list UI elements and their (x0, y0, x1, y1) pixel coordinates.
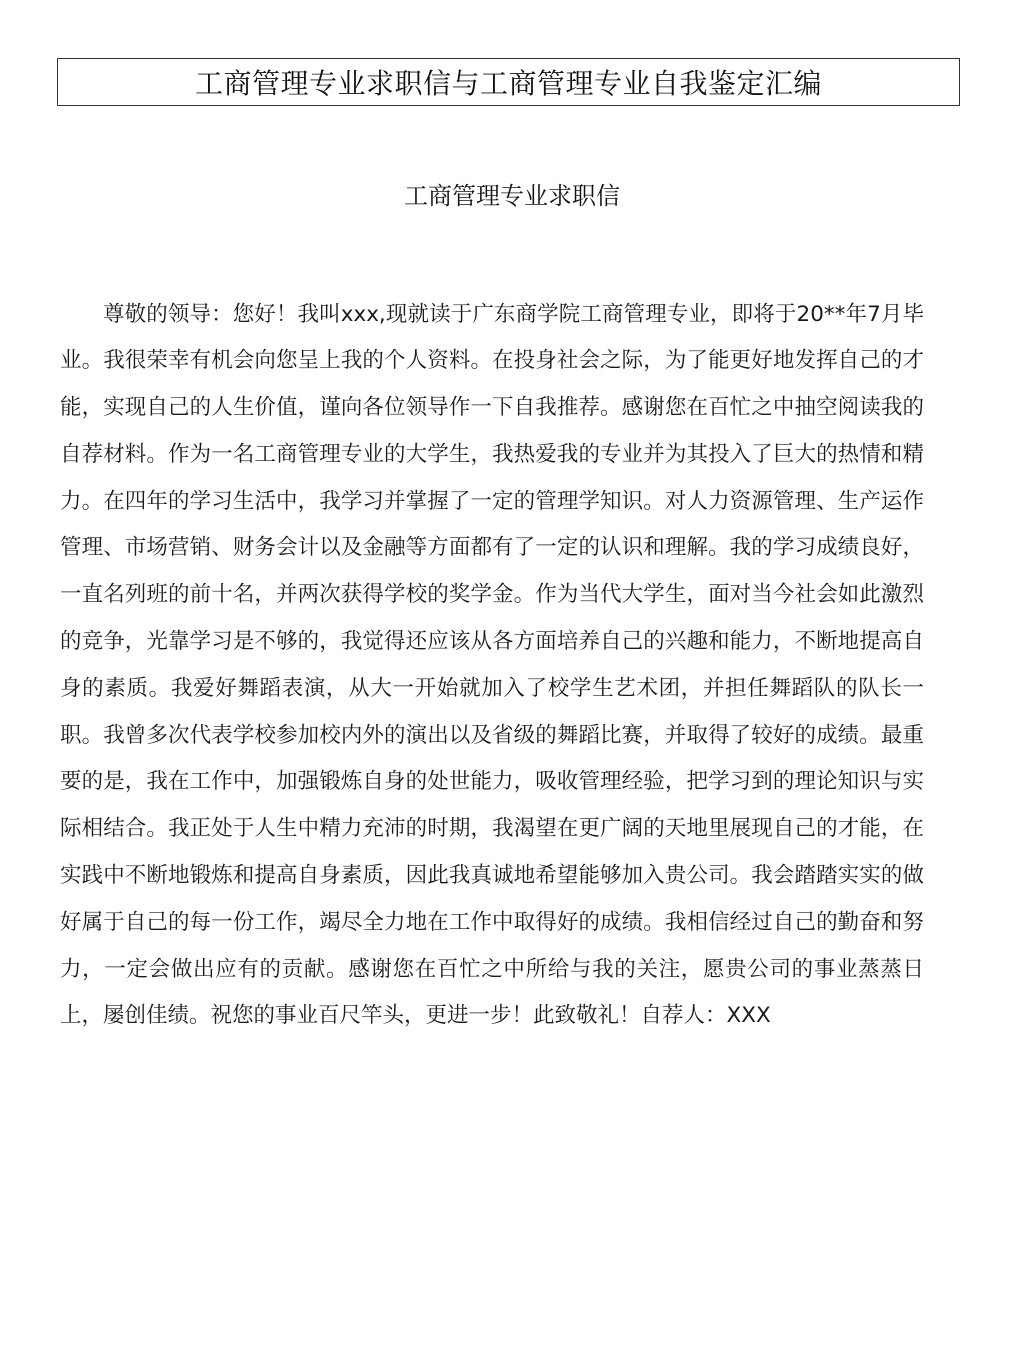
section-title: 工商管理专业求职信 (404, 182, 620, 210)
document-title-box (57, 58, 960, 106)
document-title: 工商管理专业求职信与工商管理专业自我鉴定汇编 (194, 67, 822, 100)
letter-body: 尊敬的领导：您好！我叫xxx,现就读于广东商学院工商管理专业，即将于20**年7月毕业。我很荣幸有机会向您呈上我的个人资料。在投身社会之际，为了能更好地发挥自己的才能，实现自己的人生价值，谨向各位领导作一下自我推荐。感谢您在百忙之中抽空阅读我的自荐材料。作为一名工商管理专业的大学生，我热爱我的专业并为其投入了巨大的热情和精力。在四年的学习生活中，我学习并掌握了一定的管理学知识。对人力资源管理、生产运作管理、市场营销、财务会计以及金融等方面都有了一定的认识和理解。我的学习成绩良好，一直名列班的前十名，并两次获得学校的奖学金。作为当代大学生，面对当今社会如此激烈的竞争，光靠学习是不够的，我觉得还应该从各方面培养自己的兴趣和能力，不断地提高自身的素质。我爱好舞蹈表演，从大一开始就加入了校学生艺术团，并担任舞蹈队的队长一职。我曾多次代表学校参加校内外的演出以及省级的舞蹈比赛，并取得了较好的成绩。最重要的是，我在工作中，加强锻炼自身的处世能力，吸收管理经验，把学习到的理论知识与实际相结合。我正处于人生中精力充沛的时期，我渴望在更广阔的天地里展现自己的才能，在实践中不断地锻炼和提高自身素质，因此我真诚地希望能够加入贵公司。我会踏踏实实的做好属于自己的每一份工作，竭尽全力地在工作中取得好的成绩。我相信经过自己的勤奋和努力，一定会做出应有的贡献。感谢您在百忙之中所给与我的关注，愿贵公司的事业蒸蒸日上，屡创佳绩。祝您的事业百尺竿头，更进一步！此致敬礼！自荐人：XXX (60, 301, 924, 1029)
